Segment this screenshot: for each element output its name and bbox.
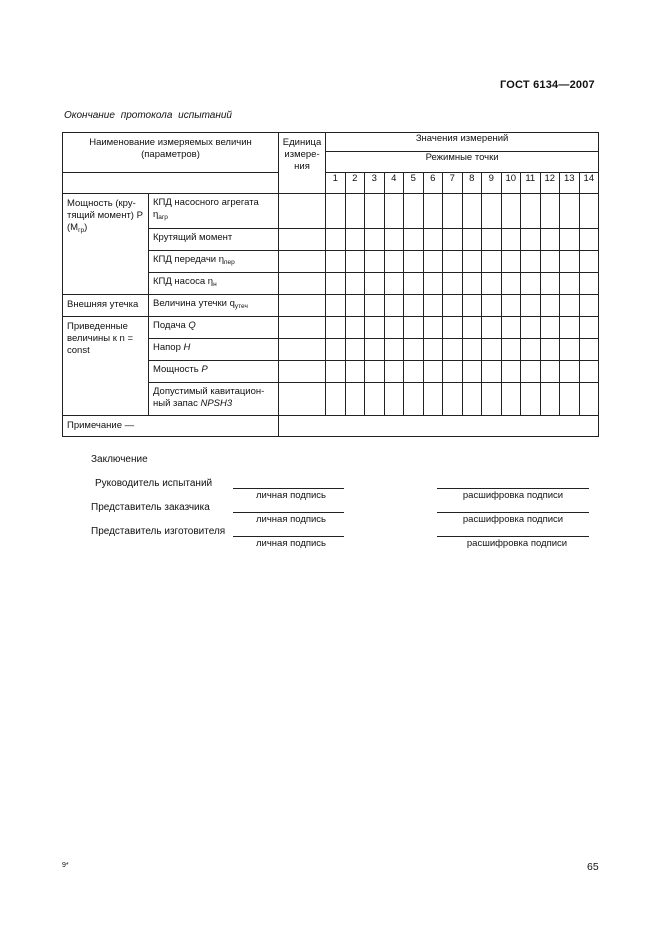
test-protocol-table <box>62 132 599 437</box>
decode-caption: расшифровка подписи <box>462 490 564 501</box>
decode-line <box>437 512 589 513</box>
row-torque: Крутящий момент <box>149 229 279 251</box>
value-cell <box>365 339 385 361</box>
value-cell <box>423 194 443 229</box>
value-cell <box>560 194 580 229</box>
value-cell <box>579 339 599 361</box>
value-cell <box>462 273 482 295</box>
value-cell <box>326 383 346 416</box>
value-cell <box>404 317 424 339</box>
unit-cell <box>279 229 326 251</box>
value-cell <box>501 361 521 383</box>
value-cell <box>345 273 365 295</box>
value-cell <box>404 194 424 229</box>
unit-cell <box>279 194 326 229</box>
value-cell <box>345 295 365 317</box>
mode-point-9: 9 <box>482 173 502 194</box>
value-cell <box>365 229 385 251</box>
mode-point-12: 12 <box>540 173 560 194</box>
mode-point-5: 5 <box>404 173 424 194</box>
value-cell <box>540 229 560 251</box>
role-customer-rep: Представитель заказчика <box>91 502 210 513</box>
value-cell <box>501 383 521 416</box>
value-cell <box>365 295 385 317</box>
mode-point-3: 3 <box>365 173 385 194</box>
unit-cell <box>279 317 326 339</box>
value-cell <box>501 273 521 295</box>
decode-line <box>437 536 589 537</box>
decode-caption: расшифровка подписи <box>462 514 564 525</box>
row-head: Напор H <box>149 339 279 361</box>
value-cell <box>443 317 463 339</box>
value-cell <box>501 194 521 229</box>
value-cell <box>404 339 424 361</box>
value-cell <box>345 229 365 251</box>
value-cell <box>345 339 365 361</box>
value-cell <box>365 194 385 229</box>
value-cell <box>384 273 404 295</box>
value-cell <box>501 251 521 273</box>
mode-point-11: 11 <box>521 173 541 194</box>
value-cell <box>404 361 424 383</box>
value-cell <box>540 194 560 229</box>
value-cell <box>384 361 404 383</box>
value-cell <box>462 229 482 251</box>
value-cell <box>345 317 365 339</box>
header-empty-cell <box>63 173 279 194</box>
header-parameter-name: Наименование измеряемых величин (параметров) <box>63 133 279 173</box>
value-cell <box>326 317 346 339</box>
value-cell <box>365 383 385 416</box>
value-cell <box>345 383 365 416</box>
conclusion-title: Заключение <box>91 454 148 465</box>
signature-caption: личная подпись <box>255 514 327 525</box>
group-external-leak: Внешняя утечка <box>63 295 149 317</box>
value-cell <box>560 339 580 361</box>
value-cell <box>560 361 580 383</box>
value-cell <box>384 317 404 339</box>
value-cell <box>326 194 346 229</box>
value-cell <box>521 229 541 251</box>
value-cell <box>345 194 365 229</box>
unit-cell <box>279 339 326 361</box>
signature-line <box>233 536 344 537</box>
value-cell <box>345 251 365 273</box>
mode-point-14: 14 <box>579 173 599 194</box>
value-cell <box>540 251 560 273</box>
value-cell <box>540 273 560 295</box>
value-cell <box>560 229 580 251</box>
unit-cell <box>279 251 326 273</box>
value-cell <box>443 295 463 317</box>
value-cell <box>560 273 580 295</box>
value-cell <box>365 251 385 273</box>
value-cell <box>462 339 482 361</box>
value-cell <box>443 273 463 295</box>
value-cell <box>404 383 424 416</box>
value-cell <box>521 383 541 416</box>
role-manufacturer-rep: Представитель изготовителя <box>91 526 226 537</box>
value-cell <box>423 229 443 251</box>
value-cell <box>521 295 541 317</box>
value-cell <box>540 361 560 383</box>
row-leak-value: Величина утечки $q_{утеч}$ <box>149 295 279 317</box>
row-flow: Подача Q <box>149 317 279 339</box>
value-cell <box>404 251 424 273</box>
value-cell <box>560 383 580 416</box>
value-cell <box>423 361 443 383</box>
row-pump-efficiency: КПД насоса $\eta_н$ <box>149 273 279 295</box>
value-cell <box>384 194 404 229</box>
row-transmission-efficiency: КПД передачи $\eta_{пер}$ <box>149 251 279 273</box>
value-cell <box>443 229 463 251</box>
value-cell <box>423 317 443 339</box>
value-cell <box>384 229 404 251</box>
value-cell <box>560 317 580 339</box>
value-cell <box>482 229 502 251</box>
value-cell <box>326 339 346 361</box>
value-cell <box>540 383 560 416</box>
unit-cell <box>279 295 326 317</box>
note-label: Примечание — <box>63 416 279 437</box>
value-cell <box>482 383 502 416</box>
row-pump-unit-efficiency: КПД насосного агрегата $\eta_{агр}$ <box>149 194 279 229</box>
page-number: 65 <box>587 861 599 873</box>
group-reduced-values: Приведенные величины к n = const <box>63 317 149 416</box>
value-cell <box>384 251 404 273</box>
value-cell <box>462 361 482 383</box>
value-cell <box>326 251 346 273</box>
row-power: Мощность P <box>149 361 279 383</box>
table-caption: Окончание протокола испытаний <box>64 110 232 121</box>
value-cell <box>443 361 463 383</box>
value-cell <box>482 361 502 383</box>
value-cell <box>579 317 599 339</box>
value-cell <box>423 251 443 273</box>
document-code: ГОСТ 6134—2007 <box>500 79 595 91</box>
mode-point-7: 7 <box>443 173 463 194</box>
value-cell <box>443 251 463 273</box>
row-npsh: Допустимый кавитацион-ный запас NPSH3 <box>149 383 279 416</box>
value-cell <box>482 339 502 361</box>
value-cell <box>579 273 599 295</box>
value-cell <box>443 194 463 229</box>
mode-point-4: 4 <box>384 173 404 194</box>
value-cell <box>443 339 463 361</box>
value-cell <box>326 295 346 317</box>
value-cell <box>482 194 502 229</box>
mode-point-6: 6 <box>423 173 443 194</box>
header-unit: Единица измере-ния <box>279 133 326 194</box>
header-mode-points: Режимные точки <box>326 152 599 173</box>
value-cell <box>384 295 404 317</box>
value-cell <box>521 273 541 295</box>
value-cell <box>579 383 599 416</box>
value-cell <box>365 273 385 295</box>
mode-point-8: 8 <box>462 173 482 194</box>
value-cell <box>345 361 365 383</box>
value-cell <box>501 295 521 317</box>
mode-point-10: 10 <box>501 173 521 194</box>
signature-line <box>233 488 344 489</box>
value-cell <box>482 295 502 317</box>
mode-point-13: 13 <box>560 173 580 194</box>
role-test-manager: Руководитель испытаний <box>95 478 213 489</box>
signature-caption: личная подпись <box>255 538 327 549</box>
value-cell <box>579 251 599 273</box>
value-cell <box>423 339 443 361</box>
value-cell <box>579 194 599 229</box>
value-cell <box>423 383 443 416</box>
value-cell <box>326 229 346 251</box>
value-cell <box>326 273 346 295</box>
value-cell <box>579 361 599 383</box>
value-cell <box>462 194 482 229</box>
value-cell <box>579 229 599 251</box>
unit-cell <box>279 383 326 416</box>
unit-cell <box>279 273 326 295</box>
value-cell <box>326 361 346 383</box>
value-cell <box>482 273 502 295</box>
value-cell <box>462 317 482 339</box>
value-cell <box>501 317 521 339</box>
group-power: Мощность (кру-тящий момент) P $(M_{гр})$ <box>63 194 149 295</box>
value-cell <box>521 317 541 339</box>
value-cell <box>365 361 385 383</box>
footer-sheet-mark: 9* <box>62 862 69 869</box>
decode-caption: расшифровка подписи <box>466 538 568 549</box>
signature-line <box>233 512 344 513</box>
value-cell <box>404 295 424 317</box>
mode-point-1: 1 <box>326 173 346 194</box>
unit-cell <box>279 361 326 383</box>
value-cell <box>521 251 541 273</box>
header-measured-values: Значения измерений <box>326 133 599 152</box>
value-cell <box>501 339 521 361</box>
value-cell <box>521 339 541 361</box>
value-cell <box>521 194 541 229</box>
value-cell <box>560 251 580 273</box>
value-cell <box>579 295 599 317</box>
value-cell <box>482 251 502 273</box>
value-cell <box>482 317 502 339</box>
value-cell <box>384 383 404 416</box>
note-value <box>279 416 599 437</box>
value-cell <box>365 317 385 339</box>
value-cell <box>462 251 482 273</box>
value-cell <box>501 229 521 251</box>
value-cell <box>560 295 580 317</box>
value-cell <box>404 273 424 295</box>
value-cell <box>423 273 443 295</box>
value-cell <box>540 295 560 317</box>
mode-point-2: 2 <box>345 173 365 194</box>
signature-caption: личная подпись <box>255 490 327 501</box>
value-cell <box>462 295 482 317</box>
value-cell <box>462 383 482 416</box>
value-cell <box>384 339 404 361</box>
value-cell <box>404 229 424 251</box>
value-cell <box>443 383 463 416</box>
value-cell <box>423 295 443 317</box>
value-cell <box>540 339 560 361</box>
value-cell <box>521 361 541 383</box>
value-cell <box>540 317 560 339</box>
decode-line <box>437 488 589 489</box>
